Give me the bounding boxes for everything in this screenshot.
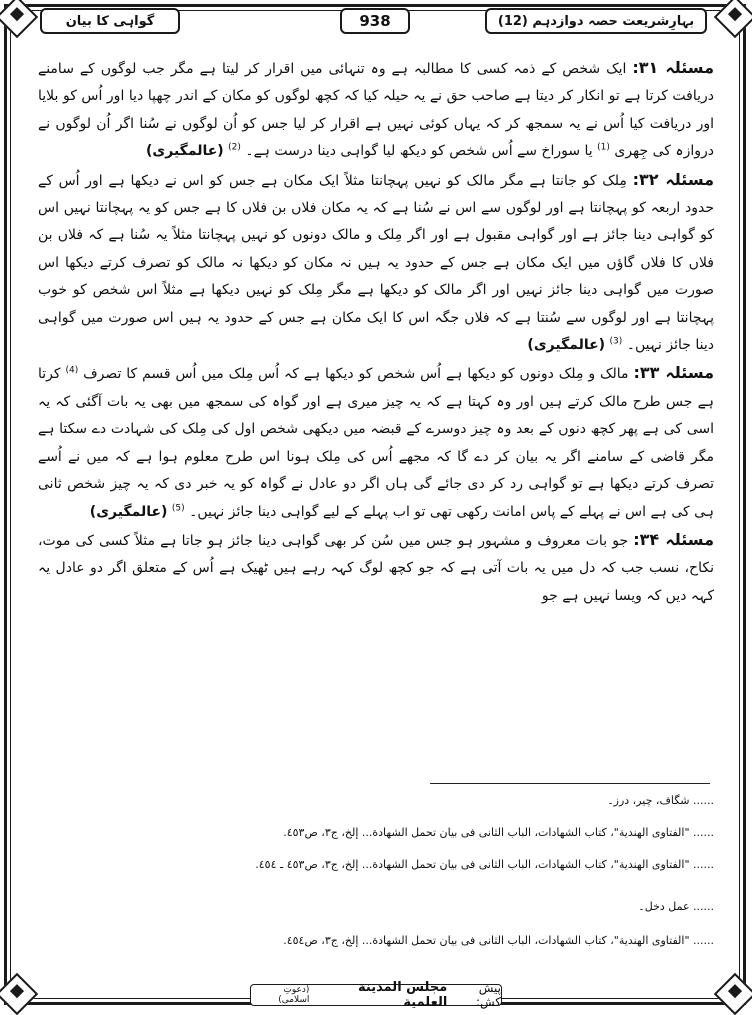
citation: (عالمگیری) <box>89 503 168 520</box>
masala-31 <box>38 54 714 166</box>
footnote-divider <box>430 783 710 784</box>
masala-text: جو بات معروف و مشہور ہو جس میں سُن کر بھی گواہی دینا جائز ہو جاتا ہے مثلاً کسی کی موت، نکاح، نسب جب کہ دل میں یہ بات آتی ہے کہ جو کچھ لوگ کہہ رہے ہیں ٹھیک ہے اُس کے متعلق اگر دو عادل یہ کہہ دیں کہ ویسا نہیں ہے جو <box>38 532 714 604</box>
footnote-ref[interactable]: (5) <box>171 502 185 513</box>
footnote-1: ...... شگاف، چیر، درز۔ <box>607 794 714 807</box>
masala-label: مسئلہ ۳۳: <box>633 363 715 383</box>
masala-text: مالک و مِلک دونوں کو دیکھا ہے اُس شخص کو دیکھا ہے کہ اُس مِلک میں اُس قسم کا تصرف <box>83 366 629 383</box>
header-book-title: بہارِشریعت حصہ دوازدہم (12) <box>485 8 707 34</box>
footnote-ref[interactable]: (4) <box>65 365 79 376</box>
footer-prefix: پیش کش: <box>475 981 501 1009</box>
footnote-5: ...... "الفتاوى الهندية"، كتاب الشهادات، الباب الثانى فى بيان تحمل الشهادة... إلخ، ج٣، ص٤٥٤. <box>283 934 714 947</box>
masala-33 <box>38 359 714 525</box>
masala-label: مسئلہ ۳۲: <box>632 169 715 189</box>
masala-text: ایک شخص کے ذمہ کسی کا مطالبہ ہے وہ تنہائی میں اقرار کر لیتا ہے مگر جب لوگوں کے سامنے دریافت کرتا ہے تو انکار کر دیتا ہے صاحب حق نے یہ حیلہ کیا کہ کچھ لوگوں کو مکان کے اندر چھپا دیا اور اُس کو بلایا اور دریافت کیا اُس نے یہ سمجھ کر کہ یہاں کوئی نہیں ہے اقرار کر لیا جس کو اُن لوگوں نے سُنا اگر اُن لوگوں نے دروازہ کی جِھری <box>38 61 714 160</box>
page-number: 938 <box>340 8 410 34</box>
citation: (عالمگیری) <box>527 337 606 354</box>
citation: (عالمگیری) <box>146 143 224 160</box>
footnote-4: ...... عمل دخل۔ <box>638 900 714 913</box>
footer-org: (دعوتِ اسلامی) <box>278 985 310 1005</box>
footer-publisher: مجلس المدینة العلمیة <box>358 980 448 1010</box>
header-chapter-title: گواہی کا بیان <box>40 8 180 34</box>
footnote-ref[interactable]: (2) <box>228 142 241 153</box>
masala-label: مسئلہ ۳۴: <box>633 529 714 549</box>
publisher-footer <box>250 980 502 1010</box>
footnote-ref[interactable]: (3) <box>609 336 623 347</box>
masala-label: مسئلہ ۳۱: <box>632 58 714 77</box>
footnote-2: ...... "الفتاوى الهندية"، كتاب الشهادات، الباب الثانى فى بيان تحمل الشهادة... إلخ، ج٣، ص٤٥٣. <box>283 826 714 839</box>
masala-34 <box>38 526 714 610</box>
main-content <box>38 54 714 610</box>
masala-text: کرتا ہے جس طرح مالک کرتے ہیں اور وہ کہتا ہے کہ یہ چیز میری ہے اور گواہ کی سمجھ میں بھی یہ بات آگئی کہ یہ اسی کی ہے پھر کچھ دنوں کے بعد وہ چیز دوسرے کے قبضہ میں دیکھی شخص اول کی مِلک کی شہادت دے سکتا ہے مگر قاضی کے سامنے اگر یہ بیان کر دے گا کہ مجھے اُس کی مِلک ہونا اس طرح معلوم ہوا ہے کہ میں نے اُسے تصرف کرتے دیکھا ہے تو گواہی رد کر دی جائے گی ہاں اگر دو عادل نے گواہ کو یہ خبر دی کہ یہ چیز شخص ثانی ہی کی ہے اس نے پہلے کے پاس امانت رکھی تھی تو اب پہلے کے لیے گواہی دینا جائز نہیں۔ <box>38 366 714 520</box>
masala-32 <box>38 166 714 360</box>
footnote-ref[interactable]: (1) <box>597 142 610 153</box>
footnote-3: ...... "الفتاوى الهندية"، كتاب الشهادات، الباب الثانى فى بيان تحمل الشهادة... إلخ، ج٣، ص٤٥٣ ـ ٤٥٤. <box>255 858 714 871</box>
masala-text: یا سوراخ سے اُس شخص کو دیکھ لیا گواہی دینا درست ہے۔ <box>245 143 593 160</box>
masala-text: مِلک کو جانتا ہے مگر مالک کو نہیں پہچانتا مثلاً ایک مکان ہے جس کو اس نے دیکھا ہے اور اُس کے حدود اربعہ کو پہچانتا ہے اور لوگوں سے اس نے سُنا ہے کہ یہ مکان فلاں بن فلاں کا ہے جس کو یہ پہچانتا نہیں اس کو گواہی دینا جائز ہے اور گواہی مقبول ہے اور اگر مِلک و مالک دونوں کو نہیں پہچانتا مثلاً یہ سُنا ہے کہ فلاں بن فلاں کا فلاں گاؤں میں ایک مکان ہے جس کے حدود یہ ہیں نہ مکان کو دیکھا نہ مالک کو تصرف کرتے دیکھا اس صورت میں گواہی دینا جائز نہیں اور اگر مالک کو دیکھا ہے مگر مِلک کو نہیں دیکھا ہے مثلاً اس شخص کو خوب پہچانتا ہے اور لوگوں سے سُنتا ہے کہ فلاں جگہ اس کا ایک مکان ہے جس کے حدود یہ ہیں اس صورت میں گواہی دینا جائز نہیں۔ <box>38 172 714 354</box>
